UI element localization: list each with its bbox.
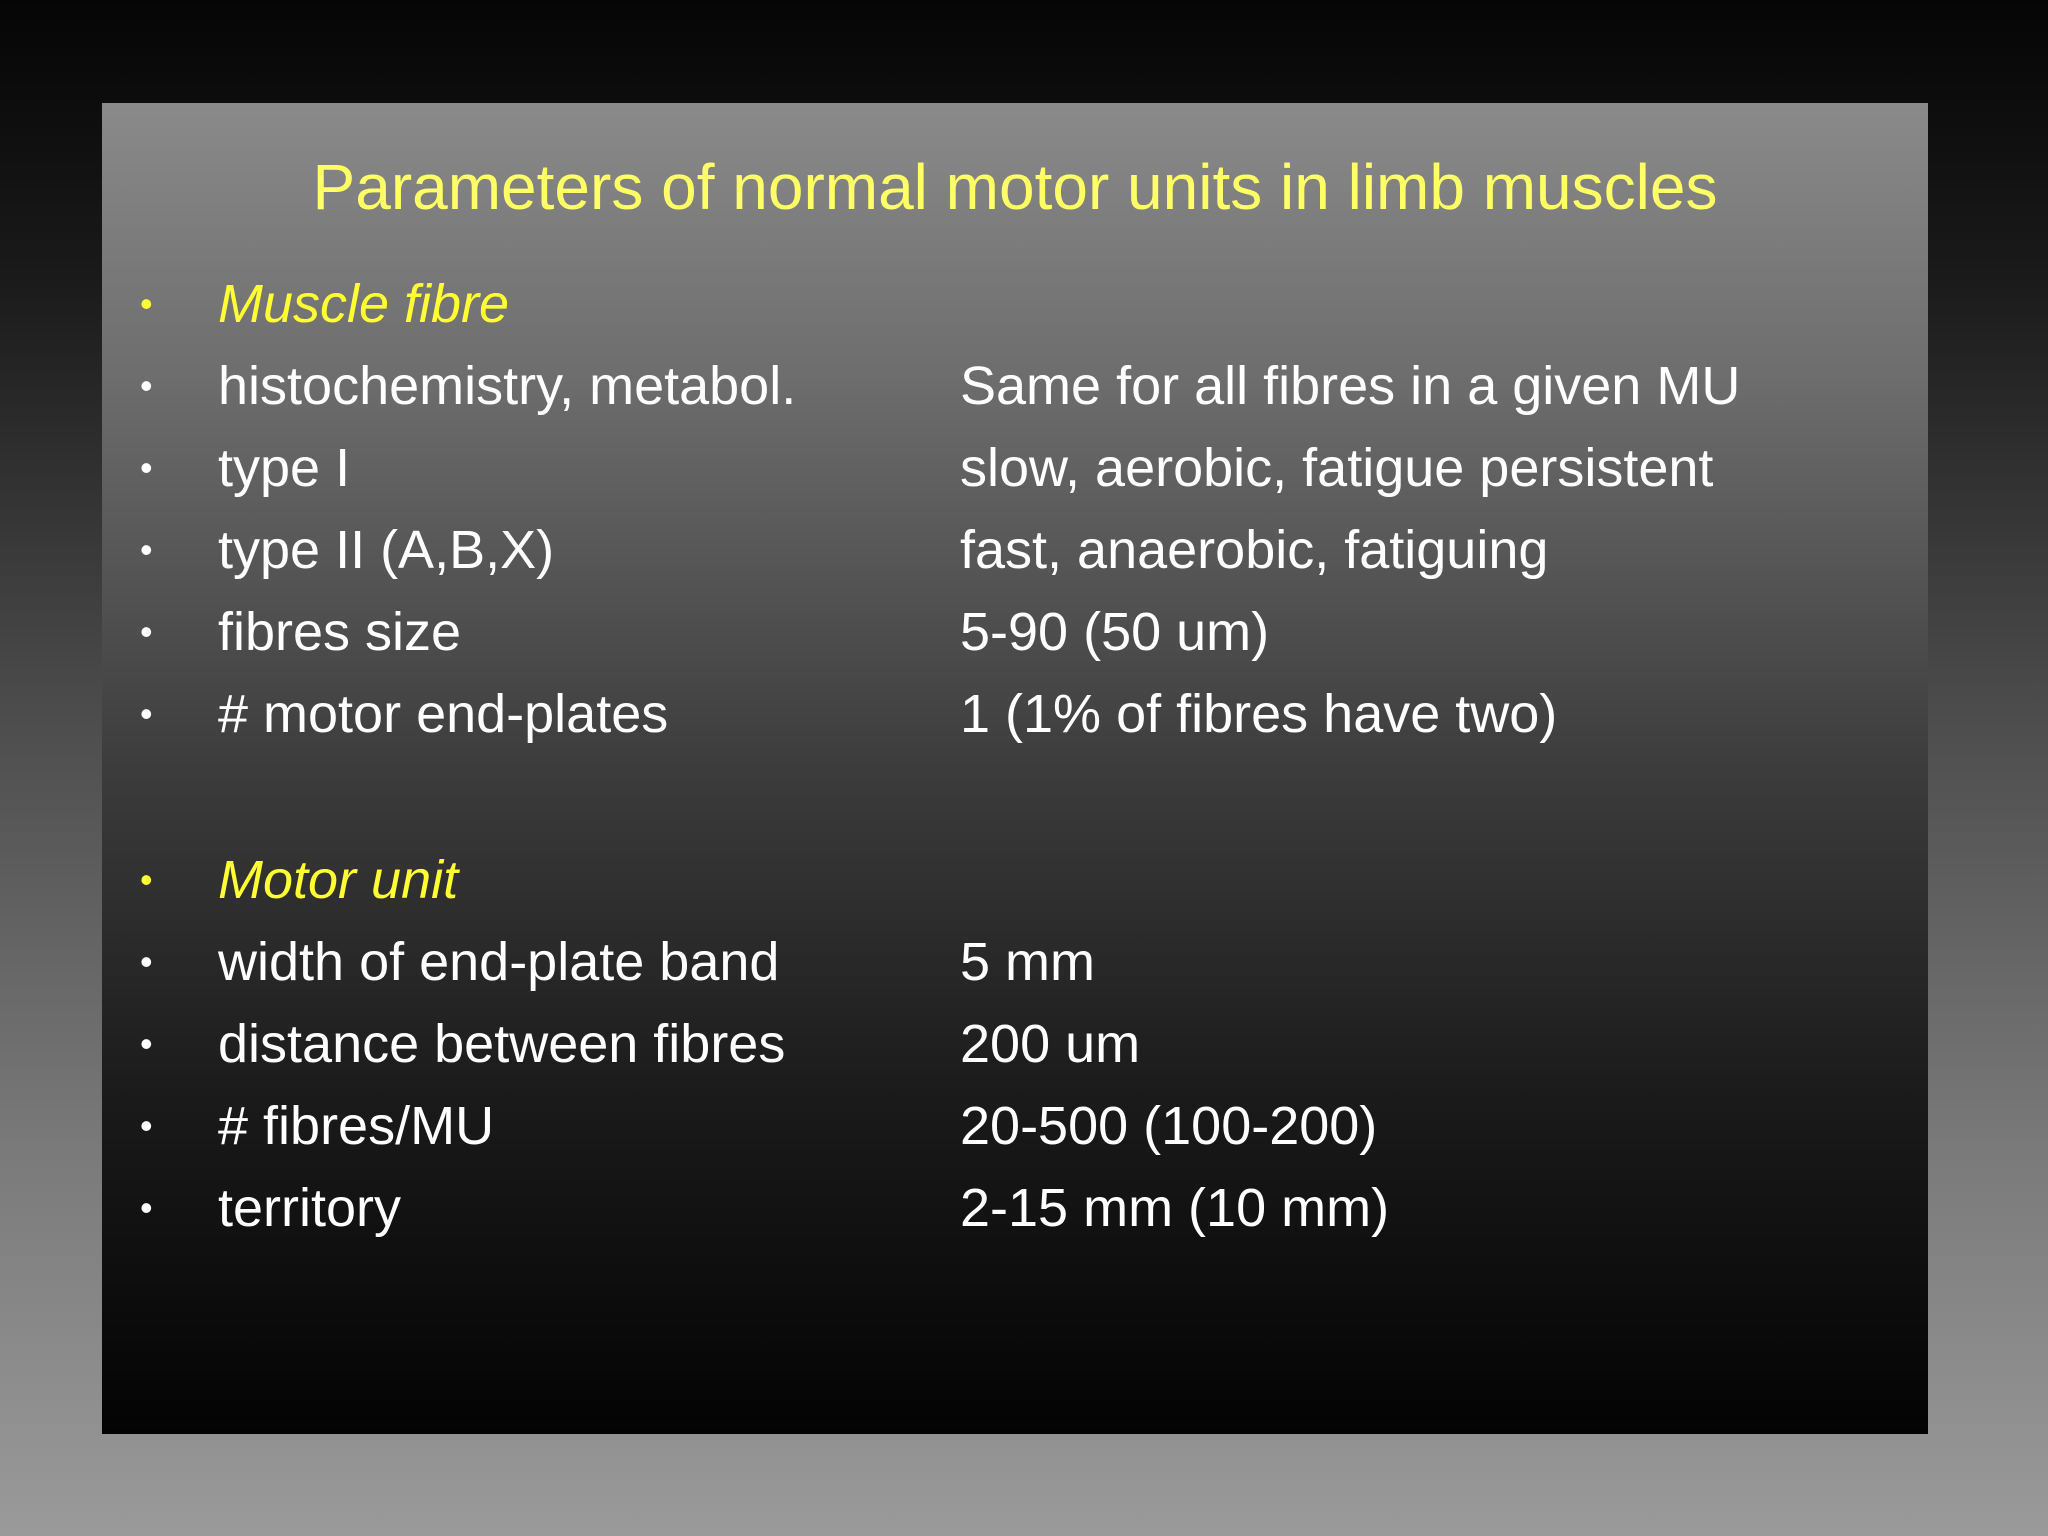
item-value: 5-90 (50 um): [960, 602, 1270, 662]
list-item: [102, 1167, 1928, 1249]
section-heading-label: Muscle fibre: [218, 274, 510, 334]
list-item: [102, 921, 1928, 1003]
item-value: fast, anaerobic, fatiguing: [960, 520, 1549, 580]
slide-title: Parameters of normal motor units in limb muscles: [312, 151, 1718, 223]
list-item: [102, 673, 1928, 755]
item-label: distance between fibres: [218, 1014, 786, 1074]
bullet-icon: •: [140, 859, 153, 900]
item-label: width of end-plate band: [218, 932, 780, 992]
item-value: 2-15 mm (10 mm): [960, 1178, 1390, 1238]
item-value: 200 um: [960, 1014, 1141, 1074]
bullet-icon: •: [140, 1187, 153, 1228]
list-item: [102, 509, 1928, 591]
bullet-icon: •: [140, 611, 153, 652]
item-label: type I: [218, 438, 351, 498]
list-item: [102, 591, 1928, 673]
item-value: 5 mm: [960, 932, 1095, 992]
section-heading-muscle-fibre: [102, 263, 1928, 345]
bullet-icon: •: [140, 365, 153, 406]
item-label: histochemistry, metabol.: [218, 356, 797, 416]
bullet-icon: •: [140, 1105, 153, 1146]
section-heading-motor-unit: [102, 839, 1928, 921]
bullet-icon: •: [140, 283, 153, 324]
item-label: fibres size: [218, 602, 462, 662]
item-label: territory: [218, 1178, 402, 1238]
list-item: [102, 1003, 1928, 1085]
bullet-icon: •: [140, 447, 153, 488]
item-value: 1 (1% of fibres have two): [960, 684, 1558, 744]
list-item: [102, 427, 1928, 509]
item-value: 20-500 (100-200): [960, 1096, 1378, 1156]
item-value: Same for all fibres in a given MU: [960, 356, 1741, 416]
bullet-icon: •: [140, 941, 153, 982]
item-value: slow, aerobic, fatigue persistent: [960, 438, 1714, 498]
list-item: [102, 1085, 1928, 1167]
bullet-icon: •: [140, 1023, 153, 1064]
slide: [102, 103, 1928, 1434]
bullet-icon: •: [140, 529, 153, 570]
item-label: # fibres/MU: [218, 1096, 495, 1156]
section-heading-label: Motor unit: [218, 850, 459, 910]
bullet-icon: •: [140, 693, 153, 734]
item-label: # motor end-plates: [218, 684, 669, 744]
item-label: type II (A,B,X): [218, 520, 555, 580]
list-item: [102, 345, 1928, 427]
